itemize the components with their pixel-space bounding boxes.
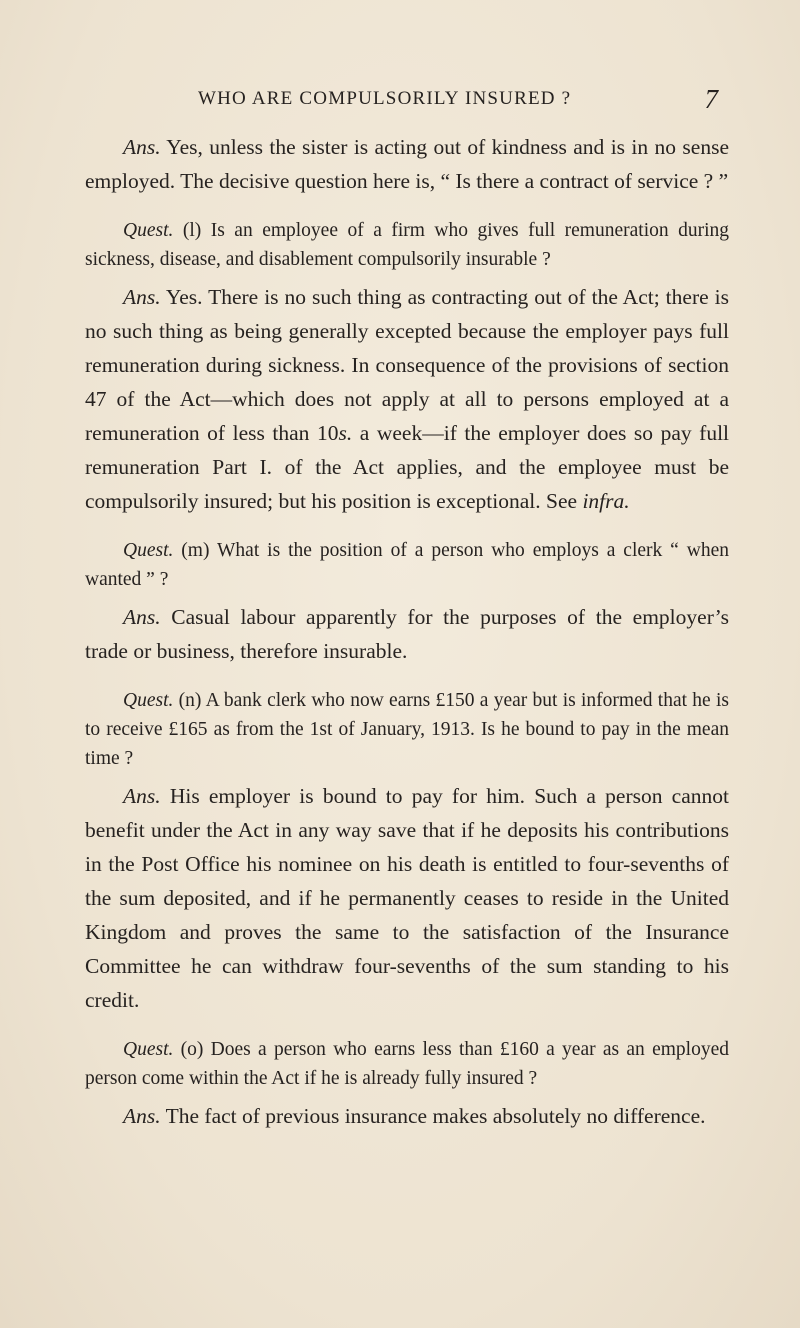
question-paragraph xyxy=(85,1035,729,1093)
question-label: Quest. xyxy=(123,220,174,241)
running-head xyxy=(198,84,718,118)
question-label: Quest. xyxy=(123,1039,174,1060)
answer-text-continued: a week—if the employer does so pay full remuneration Part I. of the Act applies, and the employee must be compulsorily insured; but his position is exceptional. See xyxy=(85,421,730,513)
answer-text: Yes, unless the sister is acting out of kindness and is in no sense employed. The decisive question here is, “ Is there a contract of service ? ” xyxy=(85,135,729,193)
answer-paragraph xyxy=(85,280,729,518)
page-content xyxy=(85,130,729,1133)
currency-unit: s. xyxy=(338,421,353,445)
answer-text: The fact of previous insurance makes absolutely no difference. xyxy=(160,1104,706,1128)
answer-label: Ans. xyxy=(123,285,161,309)
question-paragraph xyxy=(85,216,729,274)
answer-text: Yes. There is no such thing as contracting out of the Act; there is no such thing as being generally excepted because the employer pays full remuneration during sickness. In consequence of the provisions of section 47 of the Act—which does not apply at all to persons employed at a remuneration of less than 10 xyxy=(85,285,729,445)
answer-paragraph xyxy=(85,600,729,668)
running-title: WHO ARE COMPULSORILY INSURED ? xyxy=(198,88,572,109)
answer-label: Ans. xyxy=(123,784,161,808)
answer-label: Ans. xyxy=(123,135,161,159)
answer-label: Ans. xyxy=(123,605,161,629)
answer-text: Casual labour apparently for the purposes of the employer’s trade or business, therefore insurable. xyxy=(85,605,729,663)
question-text: What is the position of a person who employs a clerk “ when wanted ” ? xyxy=(85,540,729,590)
question-text: A bank clerk who now earns £150 a year but is informed that he is to receive £165 as from the 1st of January, 1913. Is he bound to pay in the mean time ? xyxy=(85,690,729,769)
question-text: Does a person who earns less than £160 a year as an employed person come within the Act if he is already fully insured ? xyxy=(85,1039,729,1089)
question-label: Quest. xyxy=(123,540,174,561)
answer-paragraph xyxy=(85,1099,729,1133)
answer-label: Ans. xyxy=(123,1104,161,1128)
answer-paragraph xyxy=(85,779,729,1017)
question-marker: (o) xyxy=(173,1039,204,1060)
answer-paragraph xyxy=(85,130,729,198)
question-label: Quest. xyxy=(123,690,174,711)
question-marker: (l) xyxy=(173,220,202,241)
page-number: 7 xyxy=(704,84,718,114)
question-marker: (n) xyxy=(173,690,202,711)
question-paragraph xyxy=(85,686,729,773)
cross-reference: infra. xyxy=(582,489,630,513)
question-paragraph xyxy=(85,536,729,594)
answer-text: His employer is bound to pay for him. Such a person cannot benefit under the Act in any way save that if he deposits his contributions in the Post Office his nominee on his death is entitled to four-sevenths of the sum deposited, and if he permanently ceases to reside in the United Kingdom and proves the same to the satisfaction of the Insurance Committee he can withdraw four-sevenths of the sum standing to his credit. xyxy=(85,784,729,1012)
question-text: Is an employee of a firm who gives full remuneration during sickness, disease, and disablement compulsorily insurable ? xyxy=(85,220,729,270)
question-marker: (m) xyxy=(173,540,210,561)
